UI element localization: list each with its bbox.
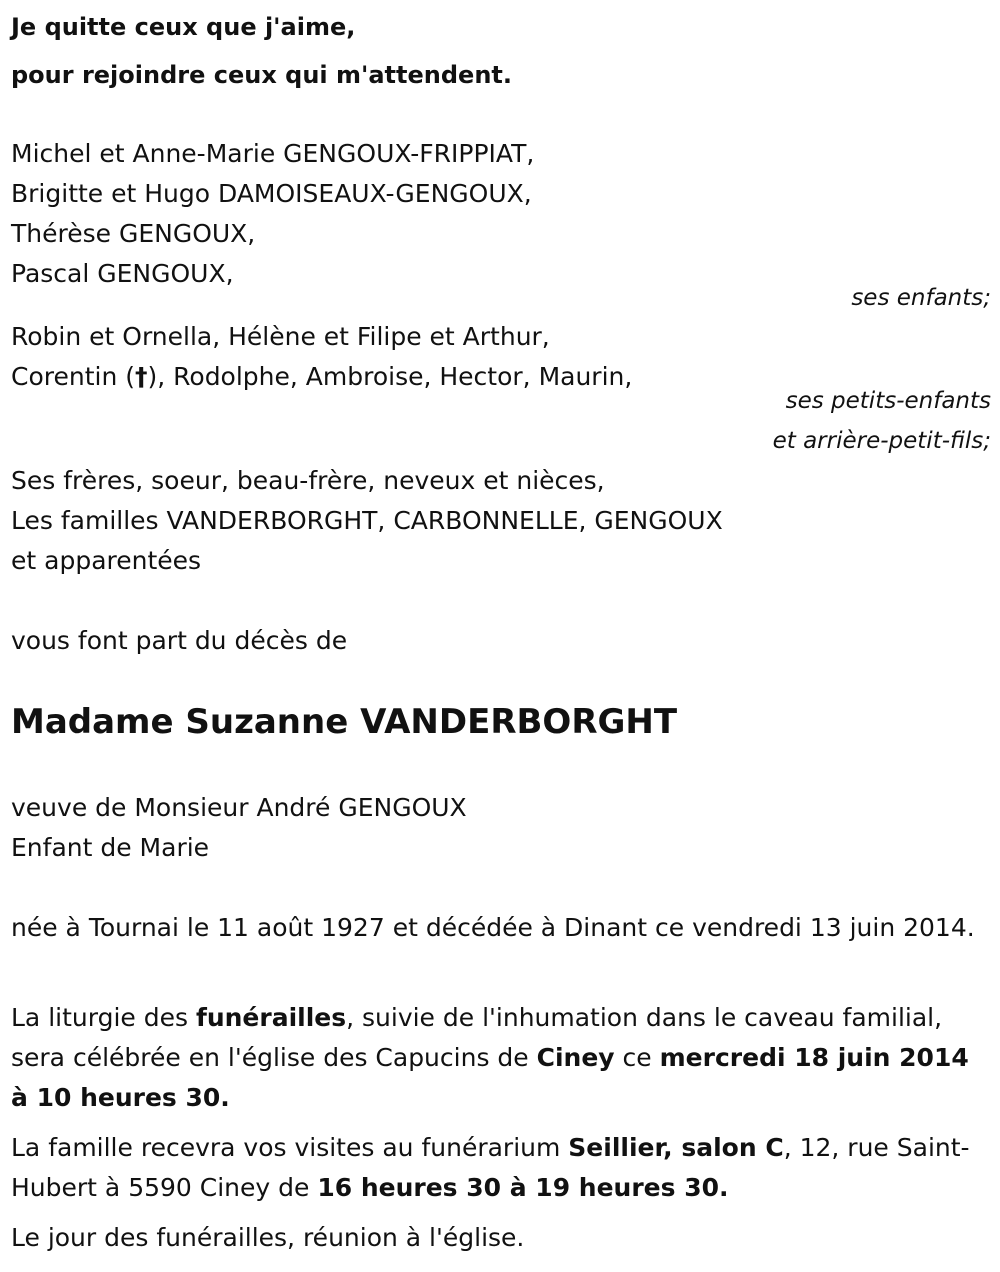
funeral-text: , suivie de l'inhumation dans le caveau familial, sera célébrée en l'église des Capucins de: [11, 1003, 943, 1072]
cross-icon: †: [135, 362, 148, 391]
grandchildren-role-1: ses petits-enfants: [785, 388, 991, 414]
visits-highlight: Seillier, salon C: [568, 1133, 784, 1162]
visits-text: , 12, rue Saint-Hubert à 5590 Ciney de: [11, 1133, 970, 1202]
funeral-highlight: Ciney: [536, 1043, 615, 1072]
grandchildren-text: Corentin (: [11, 362, 135, 391]
closing-note: Le jour des funérailles, réunion à l'église.: [11, 1223, 525, 1252]
funeral-text: La liturgie des: [11, 1003, 196, 1032]
visits-highlight: 16 heures 30 à 19 heures 30.: [317, 1173, 729, 1202]
epigraph-line-1: Je quitte ceux que j'aime,: [11, 13, 356, 41]
deceased-details: [11, 788, 991, 868]
family-line: Les familles VANDERBORGHT, CARBONNELLE, GENGOUX: [11, 506, 723, 535]
grandchildren-text: ), Rodolphe, Ambroise, Hector, Maurin,: [147, 362, 633, 391]
funeral-info: [11, 998, 991, 1118]
title-line: Enfant de Marie: [11, 833, 210, 862]
child-name: Brigitte et Hugo DAMOISEAUX-GENGOUX,: [11, 179, 532, 208]
children-block: [11, 134, 991, 294]
children-role: ses enfants;: [851, 285, 991, 311]
family-line: et apparentées: [11, 546, 202, 575]
funeral-text: ce: [614, 1043, 660, 1072]
child-name: Thérèse GENGOUX,: [11, 219, 256, 248]
grandchildren-line-1: Robin et Ornella, Hélène et Filipe et Arthur,: [11, 322, 550, 351]
visits-text: La famille recevra vos visites au funérarium: [11, 1133, 569, 1162]
grandchildren-role-2: et arrière-petit-fils;: [772, 428, 991, 454]
deceased-name: Madame Suzanne VANDERBORGHT: [11, 702, 678, 742]
announcement: vous font part du décès de: [11, 626, 348, 655]
visits-info: [11, 1128, 991, 1208]
family-line: Ses frères, soeur, beau-frère, neveux et nièces,: [11, 466, 605, 495]
birth-death: née à Tournai le 11 août 1927 et décédée à Dinant ce vendredi 13 juin 2014.: [11, 913, 975, 942]
funeral-highlight: mercredi 18 juin 2014 à 10 heures 30.: [11, 1043, 969, 1112]
child-name: Michel et Anne-Marie GENGOUX-FRIPPIAT,: [11, 139, 535, 168]
funeral-highlight: funérailles: [195, 1003, 347, 1032]
widow-line: veuve de Monsieur André GENGOUX: [11, 793, 467, 822]
epigraph-line-2: pour rejoindre ceux qui m'attendent.: [11, 61, 512, 89]
child-name: Pascal GENGOUX,: [11, 259, 234, 288]
family-block: [11, 461, 991, 581]
